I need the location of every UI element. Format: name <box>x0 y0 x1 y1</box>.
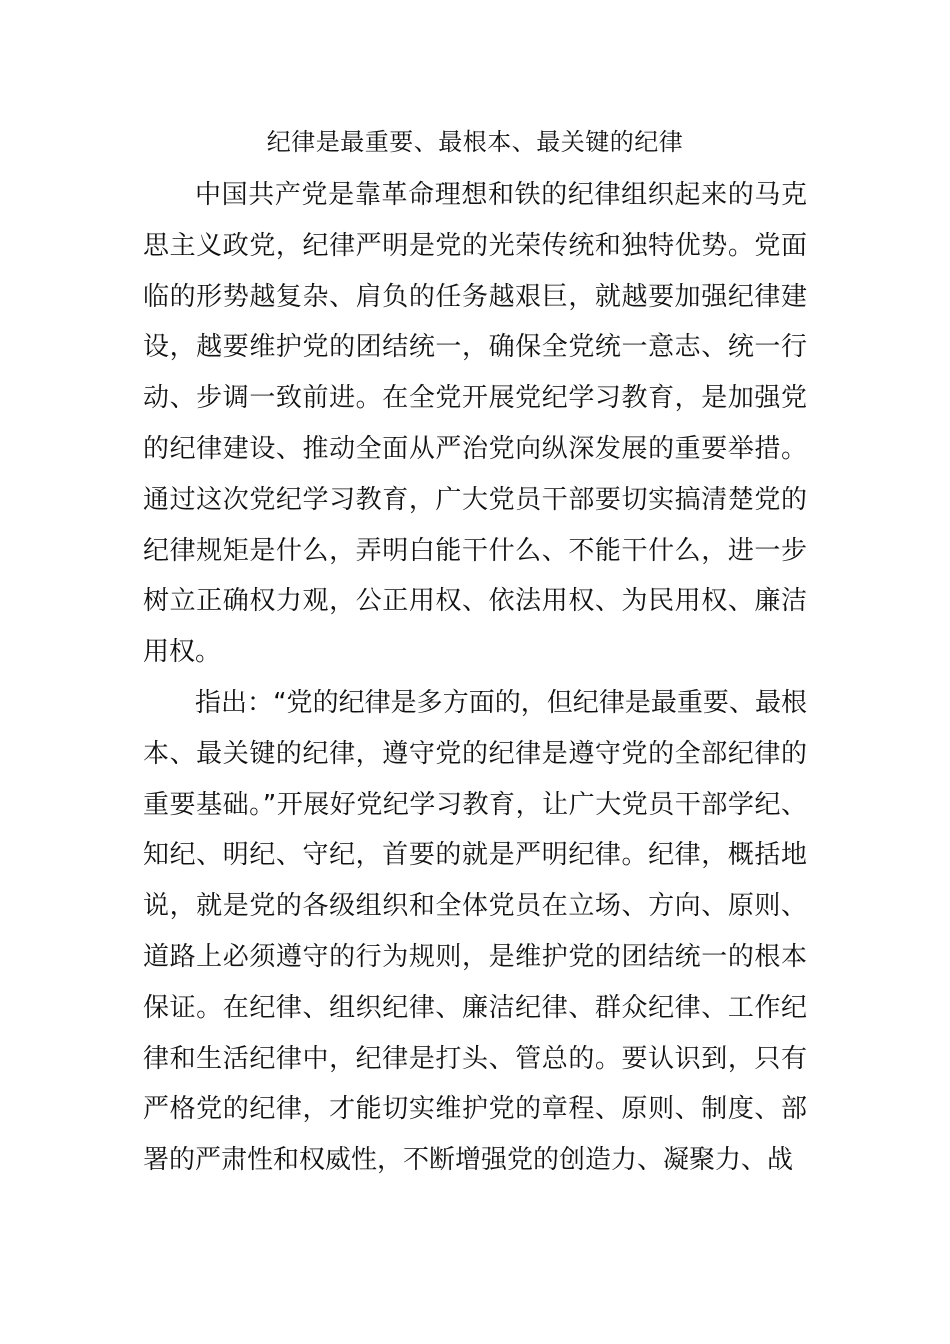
document-title: 纪律是最重要、最根本、最关键的纪律 <box>266 128 684 156</box>
document-body <box>143 170 807 1186</box>
paragraph-1: 中国共产党是靠革命理想和铁的纪律组织起来的马克思主义政党，纪律严明是党的光荣传统和独特优势。党面临的形势越复杂、肩负的任务越艰巨，就越要加强纪律建设，越要维护党的团结统一，确保全党统一意志、统一行动、步调一致前进。在全党开展党纪学习教育，是加强党的纪律建设、推动全面从严治党向纵深发展的重要举措。通过这次党纪学习教育，广大党员干部要切实搞清楚党的纪律规矩是什么，弄明白能干什么、不能干什么，进一步树立正确权力观，公正用权、依法用权、为民用权、廉洁用权。 <box>143 180 807 668</box>
paragraph-2: 指出：“党的纪律是多方面的，但纪律是最重要、最根本、最关键的纪律，遵守党的纪律是遵守党的全部纪律的重要基础。”开展好党纪学习教育，让广大党员干部学纪、知纪、明纪、守纪，首要的就是严明纪律。纪律，概括地说，就是党的各级组织和全体党员在立场、方向、原则、道路上必须遵守的行为规则，是维护党的团结统一的根本保证。在纪律、组织纪律、廉洁纪律、群众纪律、工作纪律和生活纪律中，纪律是打头、管总的。要认识到，只有严格党的纪律，才能切实维护党的章程、原则、制度、部署的严肃性和权威性，不断增强党的创造力、凝聚力、战 <box>143 687 807 1176</box>
